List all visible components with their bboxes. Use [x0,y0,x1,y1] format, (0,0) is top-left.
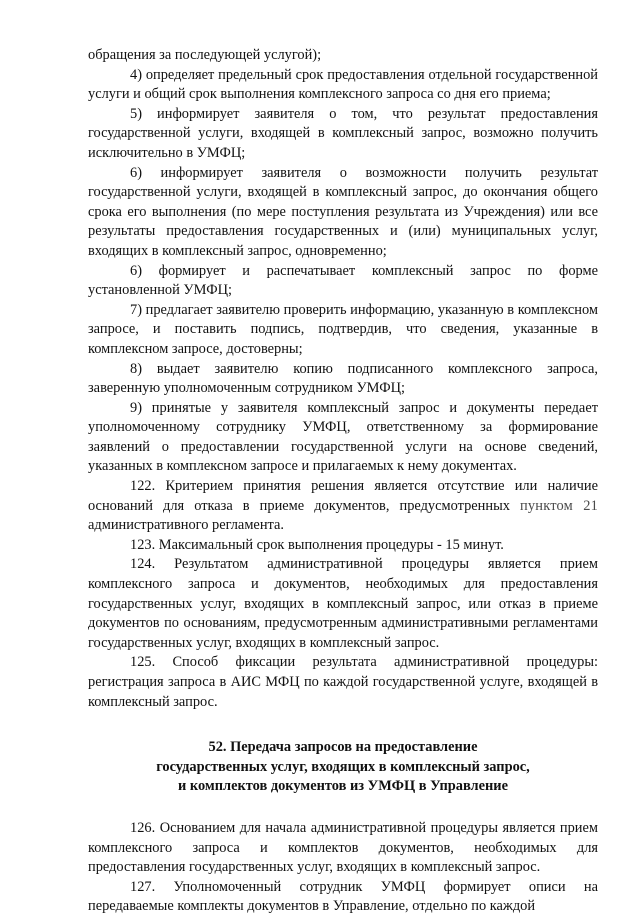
paragraph-122-text-before: 122. Критерием принятия решения является отсутствие или наличие оснований для отказа в приеме документов, предусмотренных [88,478,598,514]
document-body [88,46,598,917]
paragraph-group-top [88,46,598,477]
paragraph-group-middle [88,536,598,712]
paragraph: 7) предлагает заявителю проверить информацию, указанную в комплексном запросе, и поставить подпись, подтвердив, что сведения, указанные в комплексном запросе, достоверны; [88,301,598,357]
paragraph-122-text-after: административного регламента. [88,517,284,534]
paragraph: 9) принятые у заявителя комплексный запрос и документы передает уполномоченному сотруднику УМФЦ, ответственному за формирование заявлений о предоставлении государственной услуги на основе сведений, указанных в комплексном запросе и прилагаемых к нему документах. [88,399,598,475]
paragraph: 127. Уполномоченный сотрудник УМФЦ формирует описи на передаваемые комплекты документов в Управление, отдельно по каждой [88,878,598,915]
paragraph: 6) информирует заявителя о возможности получить результат государственной услуги, входящей в комплексный запрос, до окончания общего срока его выполнения (по мере поступления результата из Учреждения) или все результаты предоставления государственных и (или) муниципальных услуг, входящих в комплексный запрос, одновременно; [88,164,598,259]
paragraph: 8) выдает заявителю копию подписанного комплексного запроса, заверенную уполномоченным сотрудником УМФЦ; [88,360,598,397]
section-heading-line-3: и комплектов документов из УМФЦ в Управление [177,778,508,795]
paragraph-122 [88,477,598,536]
paragraph: 124. Результатом административной процедуры является прием комплексного запроса и документов, необходимых для предоставления государственных услуг, входящих в комплексный запрос, или отказ в приеме документов по основаниям, предусмотренным административными регламентами государственных услуг, входящих в комплексный запрос. [88,556,598,651]
section-heading [88,738,598,797]
paragraph: обращения за последующей услугой); [88,47,322,63]
section-heading-line-1: 52. Передача запросов на предоставление [208,739,478,756]
paragraph: 126. Основанием для начала административной процедуры является прием комплексного запроса и комплектов документов, необходимых для предоставления государственных услуг, входящих в комплексный запрос. [88,819,598,876]
paragraph: 125. Способ фиксации результата административной процедуры: регистрация запроса в АИС МФЦ по каждой государственной услуге, входящей в комплексный запрос. [88,654,598,710]
paragraph-group-bottom [88,819,598,917]
paragraph: 123. Максимальный срок выполнения процедуры - 15 минут. [130,536,504,553]
paragraph: 4) определяет предельный срок предоставления отдельной государственной услуги и общий срок выполнения комплексного запроса со дня его приема; [88,66,598,103]
reference-point-21[interactable]: пунктом 21 [520,497,599,514]
section-heading-line-2: государственных услуг, входящих в комплексный запрос, [156,758,530,775]
paragraph: 5) информирует заявителя о том, что результат предоставления государственной услуги, входящей в комплексный запрос, возможно получить исключительно в УМФЦ; [88,105,598,161]
paragraph: 6) формирует и распечатывает комплексный запрос по форме установленной УМФЦ; [88,262,598,299]
